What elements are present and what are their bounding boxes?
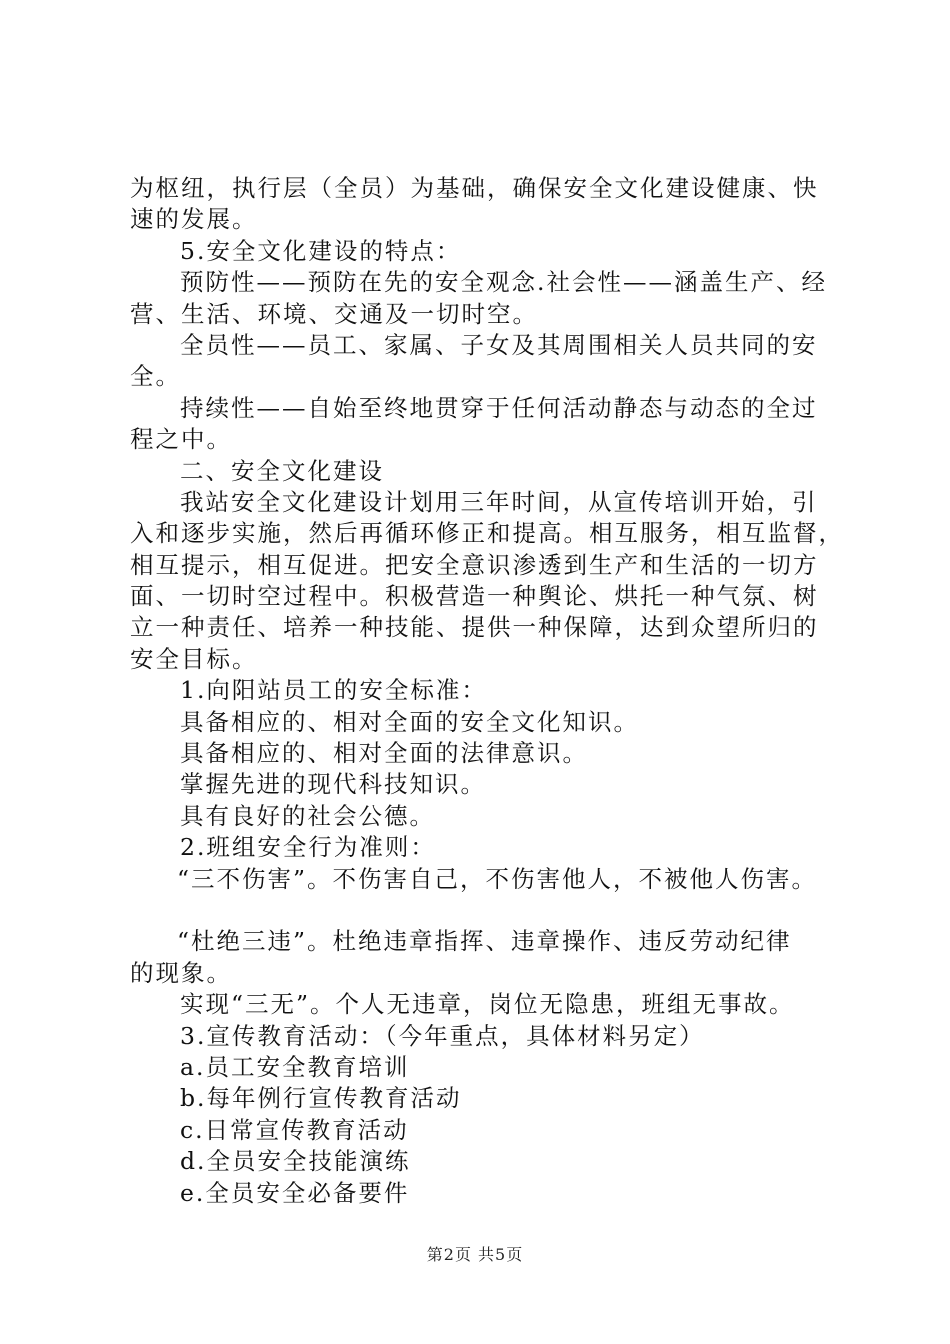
list-item: “三不伤害”。不伤害自己，不伤害他人，不被他人伤害。 (177, 864, 818, 893)
list-item: 具备相应的、相对全面的安全文化知识。 (180, 707, 639, 736)
paragraph-line: 面、一切时空过程中。积极营造一种舆论、烘托一种气氛、树 (130, 582, 819, 611)
list-item: a.员工安全教育培训 (180, 1052, 410, 1081)
paragraph-line: 入和逐步实施，然后再循环修正和提高。相互服务，相互监督， (130, 519, 844, 548)
list-item: 实现“三无”。个人无违章，岗位无隐患，班组无事故。 (180, 990, 795, 1019)
section-heading: 二、安全文化建设 (180, 456, 384, 485)
section-heading: 2.班组安全行为准则： (180, 833, 436, 862)
list-item: “杜绝三违”。杜绝违章指挥、违章操作、违反劳动纪律 (177, 927, 792, 956)
list-item: 掌握先进的现代科技知识。 (180, 770, 486, 799)
paragraph-line: 预防性——预防在先的安全观念.社会性——涵盖生产、经 (180, 268, 827, 297)
paragraph-line: 速的发展。 (130, 205, 258, 234)
paragraph-line: 立一种责任、培养一种技能、提供一种保障，达到众望所归的 (130, 613, 819, 642)
list-item: b.每年例行宣传教育活动 (180, 1084, 462, 1113)
section-heading: 5.安全文化建设的特点： (180, 236, 462, 265)
paragraph-line: 持续性——自始至终地贯穿于任何活动静态与动态的全过 (180, 393, 818, 422)
paragraph-line: 为枢纽，执行层（全员）为基础，确保安全文化建设健康、快 (130, 174, 819, 202)
paragraph-line: 安全目标。 (130, 644, 258, 673)
paragraph-line: 我站安全文化建设计划用三年时间，从宣传培训开始，引 (180, 487, 818, 516)
paragraph-line: 全。 (130, 362, 181, 391)
section-heading: 3.宣传教育活动：（今年重点，具体材料另定） (180, 1021, 705, 1050)
list-item: d.全员安全技能演练 (180, 1147, 411, 1176)
paragraph-line: 程之中。 (130, 425, 232, 454)
paragraph-line: 营、生活、环境、交通及一切时空。 (130, 299, 538, 328)
paragraph-line: 全员性——员工、家属、子女及其周围相关人员共同的安 (180, 330, 818, 359)
section-heading: 1.向阳站员工的安全标准： (180, 676, 487, 705)
document-body (130, 173, 850, 1209)
list-item: e.全员安全必备要件 (180, 1178, 410, 1207)
paragraph-line: 的现象。 (130, 958, 232, 987)
paragraph-line: 相互提示，相互促进。把安全意识渗透到生产和生活的一切方 (130, 550, 819, 579)
list-item: 具备相应的、相对全面的法律意识。 (180, 739, 588, 768)
list-item: 具有良好的社会公德。 (180, 801, 435, 830)
list-item: c.日常宣传教育活动 (180, 1115, 409, 1144)
page-number-footer: 第2页 共5页 (426, 1245, 524, 1264)
blank-line (130, 895, 850, 926)
